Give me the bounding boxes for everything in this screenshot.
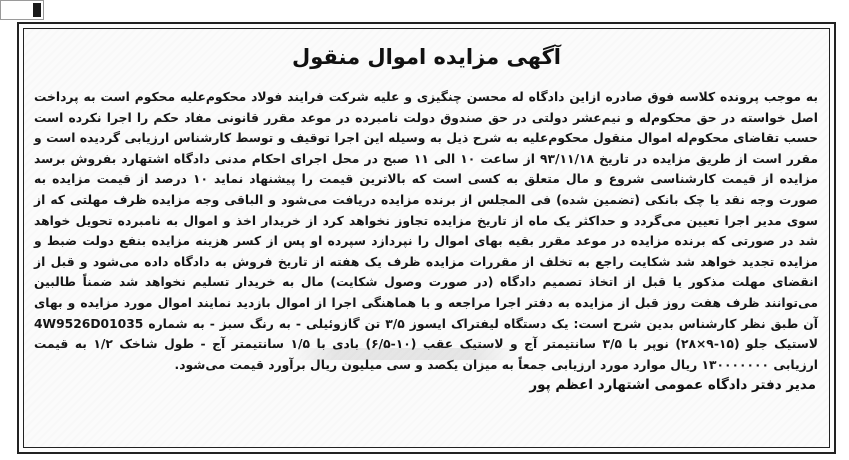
notice-inner-frame — [23, 28, 830, 448]
notice-title: آگهی مزایده اموال منقول — [292, 45, 561, 69]
corner-tab-marker — [33, 3, 41, 17]
notice-body: به موجب پرونده کلاسه فوق صادره ازاین دادگاه له محسن چنگیزی و علیه شرکت فرایند فولاد محکوم‌علیه محکوم است به پرداخت اصل خواسته در حق محکوم‌له و نیم‌عشر دولتی در حق صندوق دولت نامبرده در موعد مقرر قانونی مفاد حکم را اجرا نکرده است حسب تقاضای محکوم‌له اموال منقول محکوم‌علیه به شرح ذیل به وسیله این اجرا توقیف و توسط کارشناس ارزیابی گردیده است و مقرر است از طریق مزایده در تاریخ ۹۳/۱۱/۱۸ از ساعت ۱۰ الی ۱۱ صبح در محل اجرای احکام مدنی دادگاه اشتهارد بفروش برسد مزایده از قیمت کارشناسی شروع و مال متعلق به کسی است که بالاترین قیمت را پیشنهاد نماید ۱۰ درصد از قیمت مزایده به صورت وجه نقد یا چک بانکی (تضمین شده) فی المجلس از برنده مزایده دریافت می‌شود و الباقی وجه مزایده ظرف مهلتی که از سوی مدیر اجرا تعیین می‌گردد و حداکثر یک ماه از تاریخ مزایده تجاوز نخواهد کرد از خریدار اخذ و اموال به نامبرده تحویل خواهد شد در صورتی که برنده مزایده در موعد مقرر بقیه بهای اموال را نپردازد سپرده او پس از کسر هزینه مزایده بنفع دولت ضبط و مزایده تجدید خواهد شد شکایت راجع به تخلف از مقررات مزایده ظرف یک هفته از تاریخ فروش به دادگاه داده می‌شود و قبل از انقضای مهلت مذکور یا قبل از اتخاذ تصمیم دادگاه (در صورت وصول شکایت) مال به خریدار تسلیم نخواهد شد ضمناً طالبین می‌توانند ظرف هفت روز قبل از مزایده به دفتر اجرا مراجعه و با هماهنگی اجرا از اموال بازدید نمایند اموال مورد مزایده و بهای آن طبق نظر کارشناس بدین شرح است: یک دستگاه لیفتراک ایسوز ۳/۵ تن گازوئیلی - به رنگ سبز - به شماره 4W9526D01035 لاستیک جلو (۱۵-۹×۲۸) نوپر با ۳/۵ سانتیمتر آج و لاستیک عقب (۱۰-۶/۵) بادی با ۱/۵ سانتیمتر آج - طول شاخک ۱/۲ به قیمت ارزیابی ۱۳۰۰۰۰۰۰۰ ریال موارد مورد ارزیابی جمعاً به میزان یکصد و سی میلیون ریال برآورد قیمت می‌شود. — [34, 90, 819, 372]
corner-tab — [0, 0, 44, 20]
notice-outer-frame — [17, 22, 836, 454]
watermark-shape — [289, 348, 519, 360]
watermark-logo — [274, 339, 534, 369]
notice-signature: مدیر دفتر دادگاه عمومی اشتهارد اعظم پور — [529, 377, 816, 393]
